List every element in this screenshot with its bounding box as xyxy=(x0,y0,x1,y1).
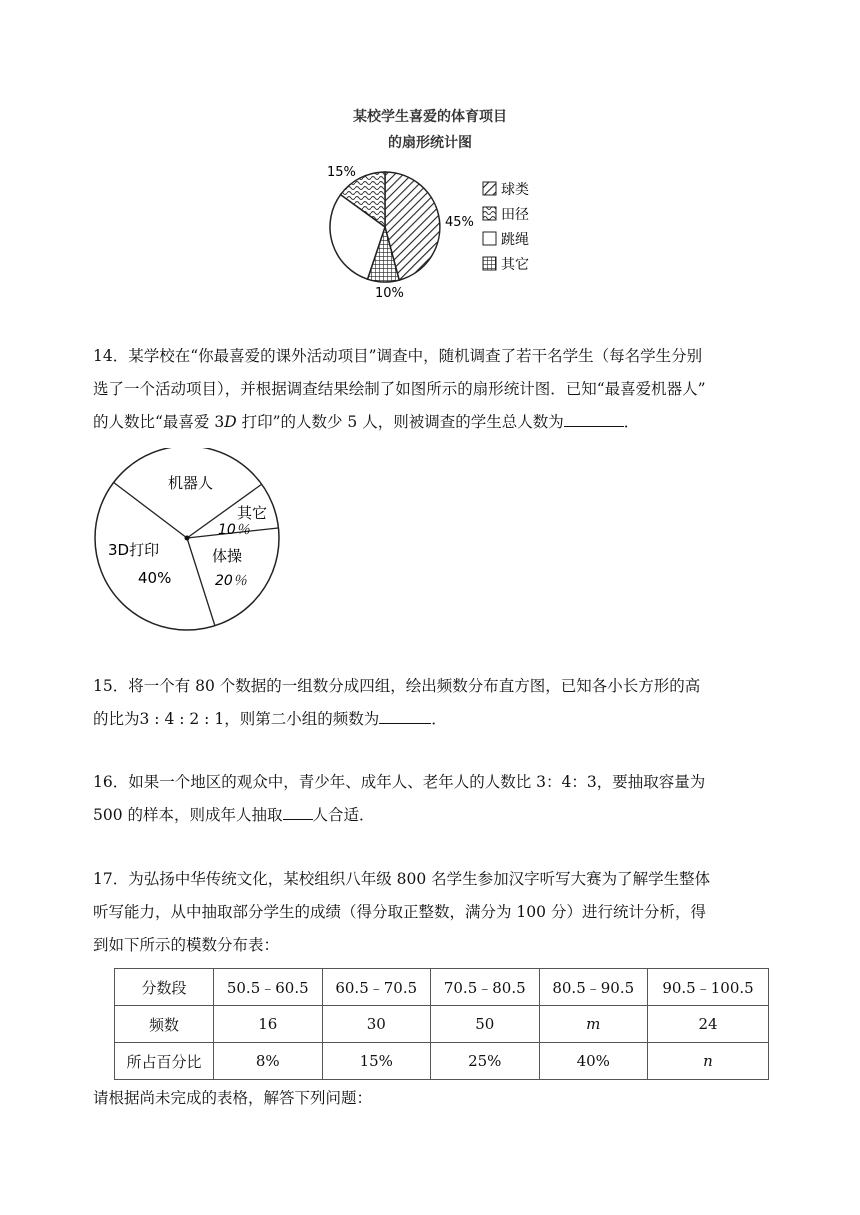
question-14 xyxy=(93,340,783,439)
q15-line2: 的比为3 : 4 : 2 : 1，则第二小组的频数为 ． xyxy=(93,703,783,736)
figure1-title-line1: 某校学生喜爱的体育项目 xyxy=(353,109,507,125)
table-cell: 80.5﹣90.5 xyxy=(539,969,648,1006)
question-16 xyxy=(93,766,783,832)
q14-line2: 选了一个活动项目），并根据调查结果绘制了如图所示的扇形统计图．已知“最喜爱机器人” xyxy=(93,380,706,398)
q17-line3: 到如下所示的模数分布表： xyxy=(93,936,280,954)
legend-label-other: 其它 xyxy=(501,257,529,273)
q14-answer-blank xyxy=(564,406,624,427)
q17-line1: 17．为弘扬中华传统文化，某校组织八年级 800 名学生参加汉字听写大赛为了解学生整体 xyxy=(93,870,711,888)
question-17 xyxy=(93,863,783,962)
question-15 xyxy=(93,670,783,736)
q17-instruction: 请根据尚未完成的表格，解答下列问题： xyxy=(93,1089,373,1107)
pie2-label-robot: 机器人 xyxy=(168,474,214,492)
q15-ratio: 3 : 4 : 2 : 1 xyxy=(139,710,225,728)
q16-line1: 16．如果一个地区的观众中，青少年、成年人、老年人的人数比 3：4：3，要抽取容量为 xyxy=(93,773,706,791)
figure2-pie-chart xyxy=(90,448,290,648)
table-cell: 分数段 xyxy=(115,969,214,1006)
frequency-table xyxy=(114,968,769,1080)
pie2-value-other: 10％ xyxy=(218,522,250,538)
q14-line3: 的人数比“最喜爱 3D 打印”的人数少 5 人，则被调查的学生总人数为 ． xyxy=(93,406,783,439)
table-cell: 70.5﹣80.5 xyxy=(431,969,540,1006)
table-row xyxy=(115,1006,769,1043)
q15-answer-blank xyxy=(379,703,431,724)
pie2-value-3d: 40% xyxy=(138,569,172,587)
legend-swatch-track xyxy=(483,207,496,220)
legend-swatch-rope xyxy=(483,232,496,245)
table-row xyxy=(115,1043,769,1080)
table-cell: 50.5﹣60.5 xyxy=(214,969,323,1006)
table-cell: 30 xyxy=(322,1006,431,1043)
legend-swatch-other xyxy=(483,257,496,270)
legend-swatch-ball xyxy=(483,182,496,195)
pie1-label-45: 45% xyxy=(445,215,474,230)
figure1-title-line2: 的扇形统计图 xyxy=(388,135,472,151)
q14-line1: 14．某学校在“你最喜爱的课外活动项目”调查中，随机调查了若干名学生（每名学生分别 xyxy=(93,347,703,365)
table-cell: 频数 xyxy=(115,1006,214,1043)
table-cell: 40% xyxy=(539,1043,648,1080)
pie2-label-3d: 3D打印 xyxy=(108,541,160,559)
q16-line2: 500 的样本，则成年人抽取 人合适． xyxy=(93,799,783,832)
figure1-pie-chart xyxy=(315,160,555,305)
legend-label-track: 田径 xyxy=(501,207,529,223)
pie2-label-gym: 体操 xyxy=(212,547,243,565)
table-cell: 60.5﹣70.5 xyxy=(322,969,431,1006)
pie2-center-dot xyxy=(185,536,190,541)
pie1-label-15: 15% xyxy=(327,165,356,180)
pie1-label-10: 10% xyxy=(375,286,404,301)
figure1-title xyxy=(300,104,560,156)
table-cell: 90.5﹣100.5 xyxy=(648,969,769,1006)
table-cell: n xyxy=(648,1043,769,1080)
pie2-value-gym: 20％ xyxy=(215,573,247,589)
q15-line1: 15．将一个有 80 个数据的一组数分成四组，绘出频数分布直方图，已知各小长方形的高 xyxy=(93,677,701,695)
table-cell: 8% xyxy=(214,1043,323,1080)
table-cell: 25% xyxy=(431,1043,540,1080)
legend-label-rope: 跳绳 xyxy=(501,232,529,248)
table-cell: 50 xyxy=(431,1006,540,1043)
legend-label-ball: 球类 xyxy=(501,182,529,198)
table-cell: 24 xyxy=(648,1006,769,1043)
q17-line2: 听写能力，从中抽取部分学生的成绩（得分取正整数，满分为 100 分）进行统计分析，得 xyxy=(93,903,706,921)
table-cell: 15% xyxy=(322,1043,431,1080)
table-cell: m xyxy=(539,1006,648,1043)
table-row xyxy=(115,969,769,1006)
q16-answer-blank xyxy=(283,799,313,820)
pie2-label-other: 其它 xyxy=(237,504,268,522)
table-cell: 所占百分比 xyxy=(115,1043,214,1080)
table-cell: 16 xyxy=(214,1006,323,1043)
